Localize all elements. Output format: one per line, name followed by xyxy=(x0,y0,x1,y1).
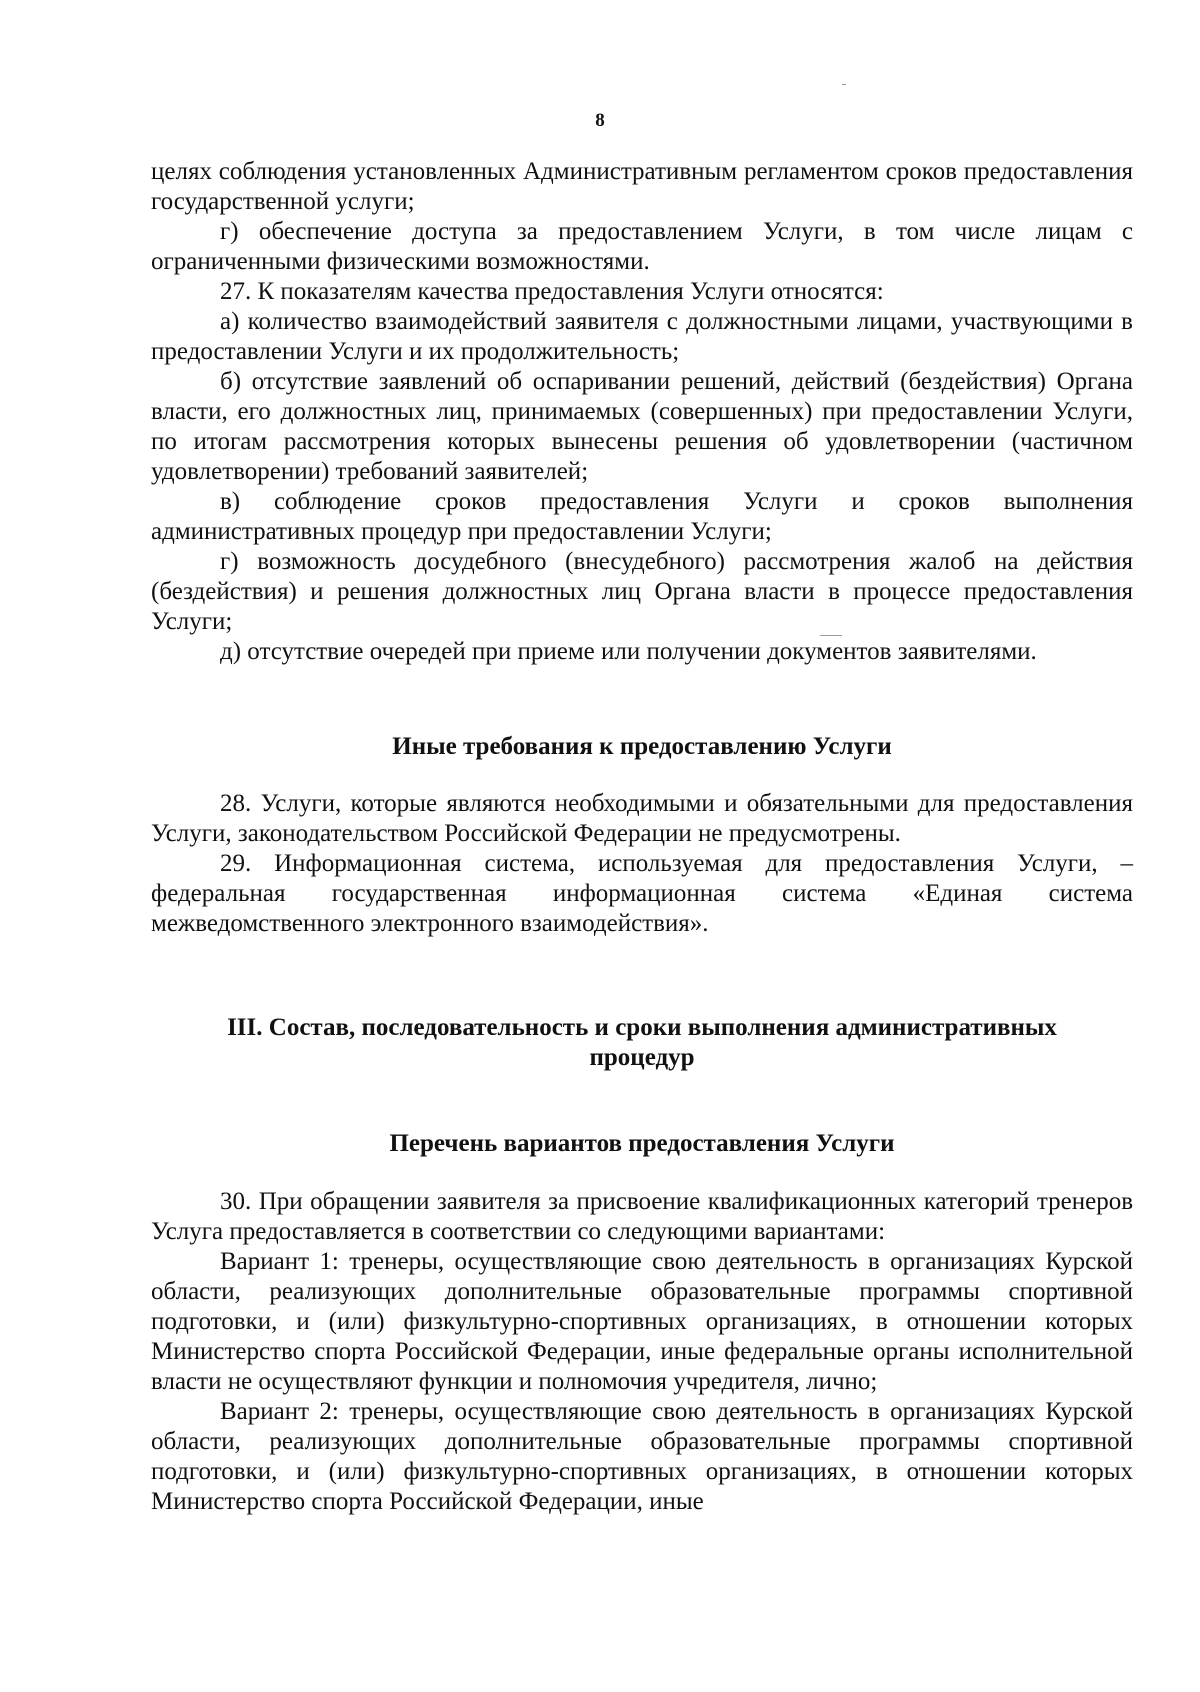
paragraph-item-v: в) соблюдение сроков предоставления Услуги и сроков выполнения административных процедур при предоставлении Услуги; xyxy=(151,488,1133,545)
heading-text: Перечень вариантов предоставления Услуги xyxy=(389,1130,895,1157)
paragraph-item-g-access: г) обеспечение доступа за предоставлением Услуги, в том числе лицам с ограниченными физическими возможностями. xyxy=(151,218,1133,275)
paragraph-28: 28. Услуги, которые являются необходимыми и обязательными для предоставления Услуги, законодательством Российской Федерации не предусмотрены. xyxy=(151,790,1133,847)
text-block-quality xyxy=(151,157,1133,667)
heading-text: III. Состав, последовательность и сроки выполнения административных процедур xyxy=(227,1014,1057,1071)
heading-text: Иные требования к предоставлению Услуги xyxy=(392,733,892,760)
paragraph-item-d: д) отсутствие очередей при приеме или получении документов заявителями. xyxy=(220,638,1037,665)
page-number: 8 xyxy=(595,110,605,131)
heading-variants-list xyxy=(151,1129,1133,1159)
paragraph-29: 29. Информационная система, используемая для предоставления Услуги, – федеральная государственная информационная система «Единая система межведомственного электронного взаимодействия». xyxy=(151,850,1133,937)
paragraph-continuation: целях соблюдения установленных Административным регламентом сроков предоставления государственной услуги; xyxy=(151,158,1133,215)
paragraph-variant-2: Вариант 2: тренеры, осуществляющие свою деятельность в организациях Курской области, реализующих дополнительные образовательные программы спортивной подготовки, и (или) физкультурно-спортивных организациях, в отношении которых Министерство спорта Российской Федерации, иные xyxy=(151,1398,1133,1515)
paragraph-27: 27. К показателям качества предоставления Услуги относятся: xyxy=(220,278,884,305)
scan-mark xyxy=(842,84,846,85)
paragraph-30: 30. При обращении заявителя за присвоение квалификационных категорий тренеров Услуга предоставляется в соответствии со следующими вариантами: xyxy=(151,1188,1133,1245)
heading-section-3 xyxy=(151,1013,1133,1073)
text-block-variants xyxy=(151,1187,1133,1517)
paragraph-variant-1: Вариант 1: тренеры, осуществляющие свою деятельность в организациях Курской области, реализующих дополнительные образовательные программы спортивной подготовки, и (или) физкультурно-спортивных организациях, в отношении которых Министерство спорта Российской Федерации, иные федеральные органы исполнительной власти не осуществляют функции и полномочия учредителя, лично; xyxy=(151,1248,1133,1395)
text-block-other xyxy=(151,789,1133,939)
paragraph-item-b: б) отсутствие заявлений об оспаривании решений, действий (бездействия) Органа власти, его должностных лиц, принимаемых (совершенных) при предоставлении Услуги, по итогам рассмотрения которых вынесены решения об удовлетворении (частичном удовлетворении) требований заявителей; xyxy=(151,368,1133,485)
heading-other-requirements xyxy=(151,732,1133,762)
paragraph-item-a: а) количество взаимодействий заявителя с должностными лицами, участвующими в предоставлении Услуги и их продолжительность; xyxy=(151,308,1133,365)
paragraph-item-g: г) возможность досудебного (внесудебного) рассмотрения жалоб на действия (бездействия) и решения должностных лиц Органа власти в процессе предоставления Услуги; xyxy=(151,548,1133,635)
